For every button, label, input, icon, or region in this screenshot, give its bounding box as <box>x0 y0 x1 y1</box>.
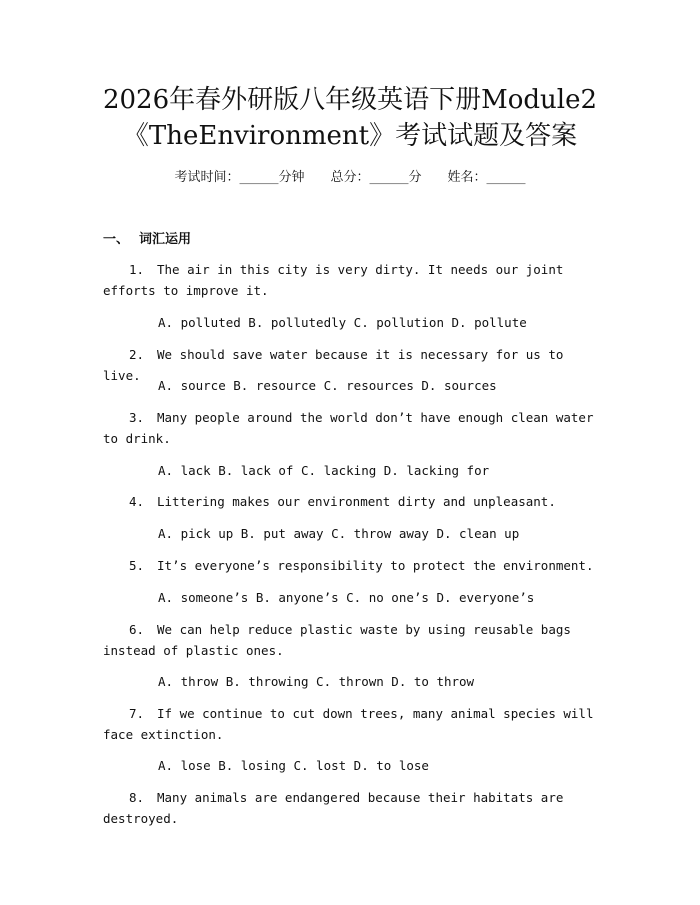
question-text: The air in this city is very dirty. It needs our joint efforts to improve it. <box>103 262 564 298</box>
student-name-field: 姓名：______ <box>447 170 526 185</box>
question-7 <box>103 703 603 745</box>
question-7-options: A. lose B. losing C. lost D. to lose <box>158 758 429 773</box>
question-text: It’s everyone’s responsibility to protect the environment. <box>157 558 594 573</box>
question-5 <box>103 555 603 576</box>
question-text: Littering makes our environment dirty and unpleasant. <box>157 494 556 509</box>
question-3 <box>103 407 603 449</box>
question-text: We should save water because it is necessary for us to live. <box>103 347 564 383</box>
question-number: 1. <box>129 262 145 277</box>
question-8 <box>103 787 603 829</box>
question-number: 2. <box>129 347 145 362</box>
exam-info-line <box>0 169 700 187</box>
total-score-field: 总分：______分 <box>330 170 422 185</box>
question-number: 4. <box>129 494 145 509</box>
question-text: Many people around the world don’t have enough clean water to drink. <box>103 410 594 446</box>
question-number: 6. <box>129 622 145 637</box>
question-text: If we continue to cut down trees, many animal species will face extinction. <box>103 706 594 742</box>
question-number: 5. <box>129 558 145 573</box>
section-number: 一、 <box>103 232 130 247</box>
question-1 <box>103 259 603 301</box>
section-heading <box>103 231 191 249</box>
question-text: We can help reduce plastic waste by using reusable bags instead of plastic ones. <box>103 622 571 658</box>
question-3-options: A. lack B. lack of C. lacking D. lacking for <box>158 463 490 478</box>
question-number: 3. <box>129 410 145 425</box>
document-title-line-2: 《TheEnvironment》考试试题及答案 <box>122 121 578 151</box>
section-title: 词汇运用 <box>139 232 192 247</box>
question-number: 8. <box>129 790 145 805</box>
question-4-options: A. pick up B. put away C. throw away D. clean up <box>158 526 520 541</box>
question-number: 7. <box>129 706 145 721</box>
question-text: Many animals are endangered because their habitats are destroyed. <box>103 790 564 826</box>
question-6 <box>103 619 603 661</box>
document-title-line-1: 2026年春外研版八年级英语下册Module2 <box>102 85 598 115</box>
question-2-options: A. source B. resource C. resources D. sources <box>158 378 497 393</box>
question-1-options: A. polluted B. pollutedly C. pollution D. pollute <box>158 315 527 330</box>
question-6-options: A. throw B. throwing C. thrown D. to throw <box>158 674 475 689</box>
question-4 <box>103 491 603 512</box>
question-5-options: A. someone’s B. anyone’s C. no one’s D. everyone’s <box>158 590 535 605</box>
exam-time-field: 考试时间：______分钟 <box>174 170 305 185</box>
